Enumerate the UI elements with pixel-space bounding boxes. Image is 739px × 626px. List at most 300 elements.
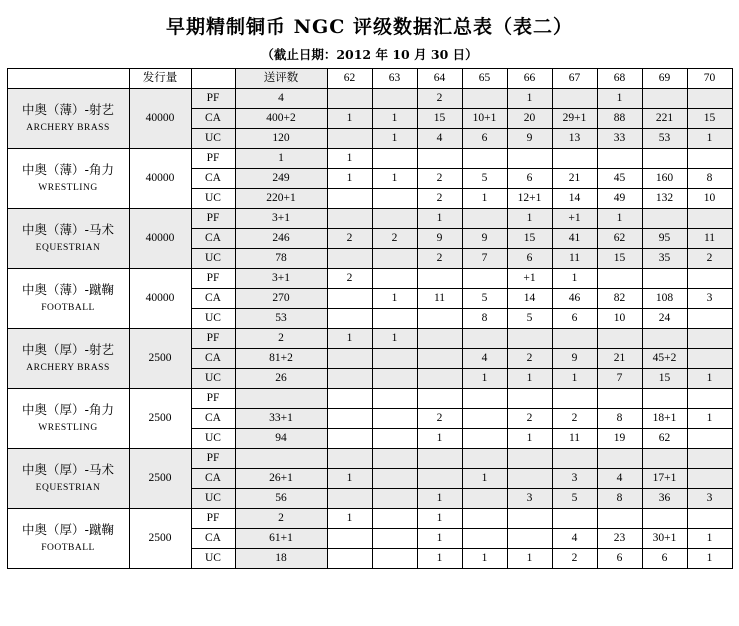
grade-count-62 (327, 349, 372, 369)
grade-count-65: 4 (462, 349, 507, 369)
grade-label-pf: PF (191, 329, 235, 349)
coin-name-cell (7, 89, 129, 149)
grade-count-64: 1 (417, 509, 462, 529)
grade-count-65: 9 (462, 229, 507, 249)
grade-count-67: 1 (552, 369, 597, 389)
submitted-count: 400+2 (235, 109, 327, 129)
grade-count-64: 11 (417, 289, 462, 309)
grade-label-ca: CA (191, 349, 235, 369)
grade-count-64: 9 (417, 229, 462, 249)
grade-count-63 (372, 509, 417, 529)
grade-count-63 (372, 489, 417, 509)
grade-count-67: 4 (552, 529, 597, 549)
grade-count-70 (687, 89, 732, 109)
grade-count-66 (507, 149, 552, 169)
grade-count-62 (327, 389, 372, 409)
grade-count-65 (462, 529, 507, 549)
grade-count-67 (552, 449, 597, 469)
grade-label-pf: PF (191, 389, 235, 409)
grade-count-70 (687, 469, 732, 489)
grade-count-70: 8 (687, 169, 732, 189)
grade-count-67 (552, 389, 597, 409)
grade-count-66 (507, 389, 552, 409)
grade-label-uc: UC (191, 309, 235, 329)
grade-count-62 (327, 309, 372, 329)
grade-count-65: 8 (462, 309, 507, 329)
submitted-count: 18 (235, 549, 327, 569)
grade-count-68 (597, 389, 642, 409)
grade-count-68: 82 (597, 289, 642, 309)
header-grade-65: 65 (462, 69, 507, 89)
grade-count-63 (372, 149, 417, 169)
grade-count-62 (327, 549, 372, 569)
grade-count-67 (552, 89, 597, 109)
grade-count-68: 15 (597, 249, 642, 269)
grade-count-64: 15 (417, 109, 462, 129)
grade-count-63: 2 (372, 229, 417, 249)
grade-count-67: 11 (552, 249, 597, 269)
header-name (7, 69, 129, 89)
grade-count-68 (597, 509, 642, 529)
grade-count-62 (327, 209, 372, 229)
grade-count-65: 10+1 (462, 109, 507, 129)
grade-count-68 (597, 149, 642, 169)
grade-count-65 (462, 389, 507, 409)
grade-count-62: 1 (327, 469, 372, 489)
grade-count-67: +1 (552, 209, 597, 229)
grade-count-63 (372, 549, 417, 569)
grade-count-63: 1 (372, 289, 417, 309)
grade-count-64: 1 (417, 529, 462, 549)
grade-count-65 (462, 409, 507, 429)
grade-count-66: 6 (507, 249, 552, 269)
grade-count-63 (372, 209, 417, 229)
coin-name-cell (7, 269, 129, 329)
grade-count-69: 132 (642, 189, 687, 209)
grade-count-68: 4 (597, 469, 642, 489)
grade-count-70 (687, 209, 732, 229)
submitted-count: 33+1 (235, 409, 327, 429)
grade-count-65 (462, 149, 507, 169)
coin-name-en: FOOTBALL (41, 302, 95, 313)
grade-label-uc: UC (191, 549, 235, 569)
table-row (7, 269, 732, 289)
grade-count-68: 23 (597, 529, 642, 549)
grade-count-68: 6 (597, 549, 642, 569)
header-grade-62: 62 (327, 69, 372, 89)
header-submitted: 送评数 (235, 69, 327, 89)
grade-count-67: 11 (552, 429, 597, 449)
grade-count-63: 1 (372, 109, 417, 129)
grade-count-66 (507, 469, 552, 489)
grade-count-64: 2 (417, 249, 462, 269)
grade-label-ca: CA (191, 169, 235, 189)
mintage-cell: 40000 (129, 209, 191, 269)
submitted-count: 56 (235, 489, 327, 509)
grade-count-64 (417, 329, 462, 349)
grade-count-69 (642, 449, 687, 469)
submitted-count: 26+1 (235, 469, 327, 489)
header-grade-70: 70 (687, 69, 732, 89)
grade-count-69: 53 (642, 129, 687, 149)
grade-count-62 (327, 249, 372, 269)
table-row (7, 149, 732, 169)
grade-count-62: 1 (327, 329, 372, 349)
grade-count-69: 221 (642, 109, 687, 129)
coin-name-en: EQUESTRIAN (35, 242, 101, 253)
coin-name-cn: 中奥（厚）-角力 (21, 401, 114, 417)
grade-count-62 (327, 489, 372, 509)
coin-name-cn: 中奥（薄）-射艺 (21, 101, 114, 117)
coin-name-en: WRESTLING (38, 182, 98, 193)
grade-count-69: 30+1 (642, 529, 687, 549)
grade-count-63: 1 (372, 129, 417, 149)
grade-count-68: 7 (597, 369, 642, 389)
grade-count-70: 1 (687, 529, 732, 549)
grade-count-70 (687, 349, 732, 369)
submitted-count: 4 (235, 89, 327, 109)
grade-count-64: 4 (417, 129, 462, 149)
grade-label-uc: UC (191, 429, 235, 449)
submitted-count: 3+1 (235, 209, 327, 229)
grade-count-63 (372, 369, 417, 389)
grade-count-70 (687, 269, 732, 289)
submitted-count: 249 (235, 169, 327, 189)
submitted-count: 26 (235, 369, 327, 389)
grade-count-63 (372, 429, 417, 449)
grade-count-70 (687, 429, 732, 449)
grade-count-68: 62 (597, 229, 642, 249)
grade-count-69 (642, 509, 687, 529)
grade-count-65: 5 (462, 169, 507, 189)
grade-count-64: 1 (417, 489, 462, 509)
grade-count-62 (327, 289, 372, 309)
header-grade-68: 68 (597, 69, 642, 89)
grade-count-64: 1 (417, 549, 462, 569)
grade-count-69 (642, 389, 687, 409)
grade-count-70 (687, 329, 732, 349)
grade-count-64 (417, 349, 462, 369)
grade-label-uc: UC (191, 249, 235, 269)
grade-count-67: 29+1 (552, 109, 597, 129)
grade-count-69 (642, 89, 687, 109)
grade-count-70: 2 (687, 249, 732, 269)
grade-count-63: 1 (372, 329, 417, 349)
submitted-count: 53 (235, 309, 327, 329)
submitted-count: 1 (235, 149, 327, 169)
grade-count-68 (597, 269, 642, 289)
grade-count-65 (462, 429, 507, 449)
grade-count-65: 1 (462, 189, 507, 209)
grade-count-67 (552, 149, 597, 169)
coin-name-en: EQUESTRIAN (35, 482, 101, 493)
coin-name-en: ARCHERY BRASS (26, 122, 110, 133)
grade-count-66: 1 (507, 209, 552, 229)
grade-count-70 (687, 309, 732, 329)
coin-name-en: ARCHERY BRASS (26, 362, 110, 373)
coin-name-cn: 中奥（厚）-射艺 (21, 341, 114, 357)
grade-count-68: 8 (597, 489, 642, 509)
grade-count-70: 1 (687, 549, 732, 569)
grade-count-64: 2 (417, 89, 462, 109)
grade-label-pf: PF (191, 269, 235, 289)
submitted-count: 246 (235, 229, 327, 249)
coin-name-cn: 中奥（薄）-蹴鞠 (21, 281, 114, 297)
grade-count-63 (372, 409, 417, 429)
grade-count-66: +1 (507, 269, 552, 289)
grade-count-65 (462, 209, 507, 229)
grade-count-68: 33 (597, 129, 642, 149)
grade-count-67: 21 (552, 169, 597, 189)
coin-name-cell (7, 329, 129, 389)
grade-count-62: 2 (327, 269, 372, 289)
grade-count-69 (642, 209, 687, 229)
grade-count-70: 15 (687, 109, 732, 129)
coin-name-cell (7, 509, 129, 569)
header-grade (191, 69, 235, 89)
grade-count-65 (462, 89, 507, 109)
grade-count-69: 15 (642, 369, 687, 389)
mintage-cell: 40000 (129, 269, 191, 329)
grade-count-65: 1 (462, 369, 507, 389)
grade-count-62 (327, 409, 372, 429)
mintage-cell: 40000 (129, 89, 191, 149)
grade-count-62 (327, 129, 372, 149)
grade-count-65 (462, 489, 507, 509)
grade-label-pf: PF (191, 509, 235, 529)
grade-count-67: 9 (552, 349, 597, 369)
mintage-cell: 2500 (129, 509, 191, 569)
grade-count-63 (372, 189, 417, 209)
grade-count-64: 2 (417, 189, 462, 209)
grade-count-69 (642, 329, 687, 349)
coin-name-cn: 中奥（厚）-蹴鞠 (21, 521, 114, 537)
grade-count-65: 1 (462, 549, 507, 569)
submitted-count: 81+2 (235, 349, 327, 369)
grade-label-pf: PF (191, 449, 235, 469)
grade-count-66 (507, 449, 552, 469)
grade-count-64 (417, 149, 462, 169)
grade-count-66: 6 (507, 169, 552, 189)
grade-count-67: 13 (552, 129, 597, 149)
submitted-count: 94 (235, 429, 327, 449)
grade-count-64 (417, 309, 462, 329)
grade-count-70: 1 (687, 409, 732, 429)
grade-count-69: 6 (642, 549, 687, 569)
grade-count-68: 88 (597, 109, 642, 129)
grade-count-66: 2 (507, 349, 552, 369)
grade-count-69: 24 (642, 309, 687, 329)
grade-count-62: 1 (327, 109, 372, 129)
document-page (0, 12, 739, 626)
grade-count-66: 12+1 (507, 189, 552, 209)
grade-count-66: 1 (507, 429, 552, 449)
grade-count-68: 49 (597, 189, 642, 209)
grade-count-64 (417, 389, 462, 409)
grade-count-64: 1 (417, 209, 462, 229)
grade-count-67: 46 (552, 289, 597, 309)
submitted-count: 2 (235, 329, 327, 349)
grade-count-62 (327, 449, 372, 469)
grade-count-67 (552, 329, 597, 349)
grade-count-69 (642, 269, 687, 289)
grade-count-67 (552, 509, 597, 529)
submitted-count: 2 (235, 509, 327, 529)
grade-count-67: 5 (552, 489, 597, 509)
grade-count-69 (642, 149, 687, 169)
grade-count-69: 62 (642, 429, 687, 449)
grade-count-69: 45+2 (642, 349, 687, 369)
grade-count-65: 7 (462, 249, 507, 269)
submitted-count (235, 389, 327, 409)
grade-count-69: 108 (642, 289, 687, 309)
grade-count-64 (417, 269, 462, 289)
grade-count-63 (372, 309, 417, 329)
submitted-count (235, 449, 327, 469)
header-grade-69: 69 (642, 69, 687, 89)
table-row (7, 509, 732, 529)
page-title: 早期精制铜币 NGC 评级数据汇总表（表二） (166, 16, 573, 38)
coin-name-en: FOOTBALL (41, 542, 95, 553)
grade-count-69: 18+1 (642, 409, 687, 429)
grade-count-66 (507, 529, 552, 549)
grade-count-68 (597, 449, 642, 469)
submitted-count: 3+1 (235, 269, 327, 289)
grade-count-67: 1 (552, 269, 597, 289)
grade-count-63 (372, 89, 417, 109)
grade-count-65: 5 (462, 289, 507, 309)
grade-count-67: 41 (552, 229, 597, 249)
grade-count-63 (372, 389, 417, 409)
grade-count-64 (417, 449, 462, 469)
grade-count-68: 8 (597, 409, 642, 429)
page-subtitle: （截止日期：2012 年 10 月 30 日） (261, 47, 478, 62)
grade-count-66: 1 (507, 89, 552, 109)
grade-count-62: 2 (327, 229, 372, 249)
grade-count-67: 2 (552, 409, 597, 429)
grade-label-pf: PF (191, 89, 235, 109)
grade-count-68: 19 (597, 429, 642, 449)
header-grade-63: 63 (372, 69, 417, 89)
grade-label-uc: UC (191, 489, 235, 509)
table-row (7, 389, 732, 409)
grade-count-68: 1 (597, 209, 642, 229)
grade-summary-table (7, 68, 733, 569)
grade-count-70: 1 (687, 369, 732, 389)
grade-count-66: 15 (507, 229, 552, 249)
grade-count-66 (507, 329, 552, 349)
grade-label-pf: PF (191, 209, 235, 229)
grade-count-69: 95 (642, 229, 687, 249)
grade-count-70: 1 (687, 129, 732, 149)
grade-count-63 (372, 249, 417, 269)
mintage-cell: 40000 (129, 149, 191, 209)
grade-label-ca: CA (191, 469, 235, 489)
coin-name-cn: 中奥（薄）-角力 (21, 161, 114, 177)
header-grade-64: 64 (417, 69, 462, 89)
grade-label-ca: CA (191, 529, 235, 549)
grade-count-65: 6 (462, 129, 507, 149)
grade-count-70 (687, 149, 732, 169)
table-row (7, 329, 732, 349)
grade-count-64 (417, 369, 462, 389)
grade-count-69: 36 (642, 489, 687, 509)
grade-label-ca: CA (191, 229, 235, 249)
grade-count-64: 2 (417, 409, 462, 429)
grade-count-70 (687, 389, 732, 409)
table-row (7, 449, 732, 469)
grade-count-62 (327, 369, 372, 389)
grade-count-67: 6 (552, 309, 597, 329)
grade-label-uc: UC (191, 369, 235, 389)
grade-count-69: 35 (642, 249, 687, 269)
grade-count-62 (327, 189, 372, 209)
coin-name-cell (7, 209, 129, 269)
grade-count-62: 1 (327, 149, 372, 169)
header-grade-67: 67 (552, 69, 597, 89)
grade-count-62 (327, 89, 372, 109)
coin-name-cn: 中奥（薄）-马术 (21, 221, 114, 237)
grade-count-63 (372, 349, 417, 369)
grade-count-66: 20 (507, 109, 552, 129)
coin-name-cell (7, 389, 129, 449)
grade-count-66 (507, 509, 552, 529)
grade-count-65 (462, 329, 507, 349)
grade-count-70: 3 (687, 289, 732, 309)
grade-count-62 (327, 529, 372, 549)
grade-count-67: 2 (552, 549, 597, 569)
grade-count-66: 3 (507, 489, 552, 509)
grade-count-62 (327, 429, 372, 449)
mintage-cell: 2500 (129, 389, 191, 449)
grade-count-70 (687, 449, 732, 469)
grade-count-67: 14 (552, 189, 597, 209)
grade-count-62: 1 (327, 509, 372, 529)
grade-count-65: 1 (462, 469, 507, 489)
submitted-count: 120 (235, 129, 327, 149)
grade-count-63 (372, 269, 417, 289)
grade-count-66: 14 (507, 289, 552, 309)
grade-count-65 (462, 449, 507, 469)
grade-count-63 (372, 529, 417, 549)
table-header-row (7, 69, 732, 89)
grade-count-70 (687, 509, 732, 529)
grade-label-ca: CA (191, 409, 235, 429)
coin-name-cn: 中奥（厚）-马术 (21, 461, 114, 477)
grade-count-64: 1 (417, 429, 462, 449)
grade-count-63 (372, 469, 417, 489)
grade-label-uc: UC (191, 189, 235, 209)
grade-count-68: 45 (597, 169, 642, 189)
grade-count-68: 10 (597, 309, 642, 329)
grade-count-66: 1 (507, 369, 552, 389)
grade-count-64: 2 (417, 169, 462, 189)
grade-count-62: 1 (327, 169, 372, 189)
grade-count-63 (372, 449, 417, 469)
grade-count-70: 3 (687, 489, 732, 509)
grade-count-70: 11 (687, 229, 732, 249)
grade-count-66: 9 (507, 129, 552, 149)
grade-count-63: 1 (372, 169, 417, 189)
grade-count-68 (597, 329, 642, 349)
table-row (7, 89, 732, 109)
grade-label-uc: UC (191, 129, 235, 149)
submitted-count: 220+1 (235, 189, 327, 209)
grade-count-65 (462, 509, 507, 529)
grade-count-69: 160 (642, 169, 687, 189)
mintage-cell: 2500 (129, 329, 191, 389)
grade-label-ca: CA (191, 289, 235, 309)
